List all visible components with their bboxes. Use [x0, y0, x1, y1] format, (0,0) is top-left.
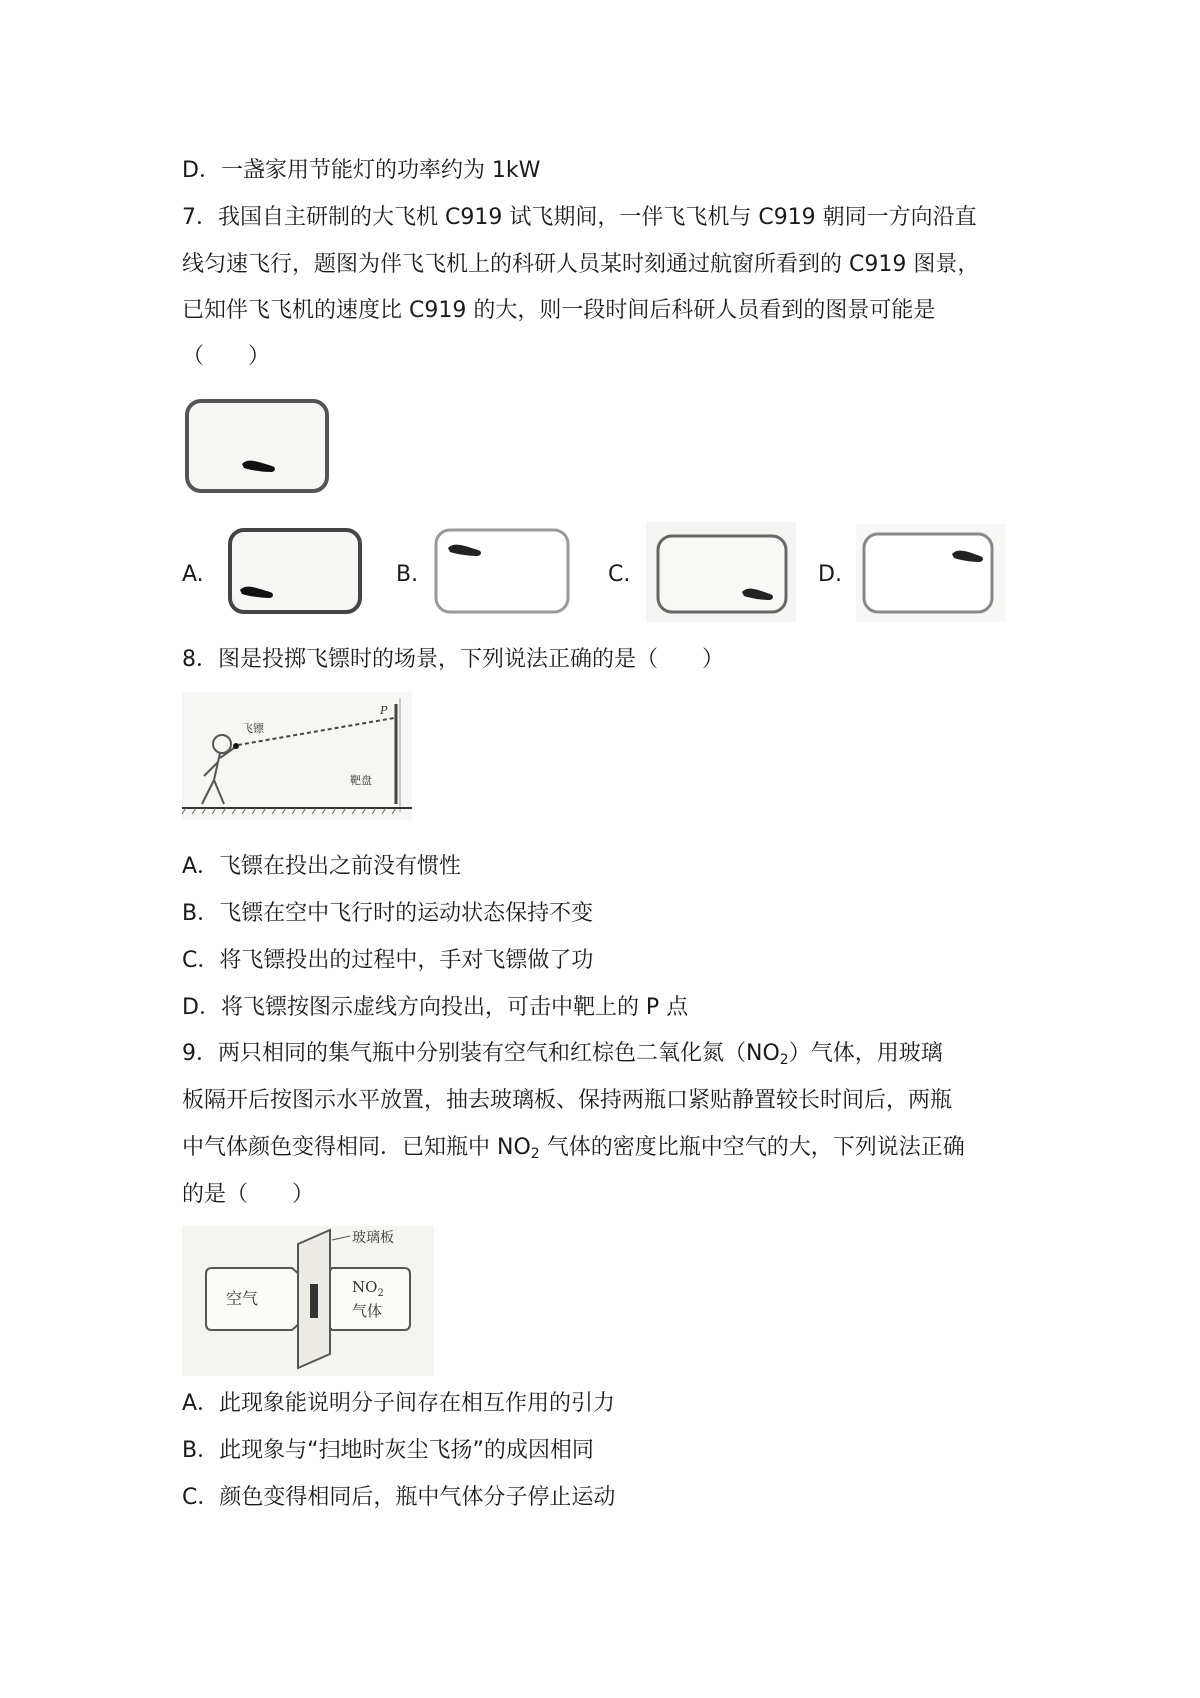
q9-stem-line-4: 的是（ ）: [182, 1182, 315, 1207]
q9-stem-line-1: 9．两只相同的集气瓶中分别装有空气和红棕色二氧化氮$(NO_2)$气体，用玻璃: [182, 1041, 943, 1068]
q8-option-c: C．将飞镖投出的过程中，手对飞镖做了功: [182, 948, 594, 973]
q7-option-c-label: C.: [608, 562, 631, 587]
q7-reference-window-figure: [184, 398, 332, 496]
q7-stem-line-2: 线匀速飞行，题图为伴飞飞机上的科研人员某时刻通过航窗所看到的 C919 图景，: [182, 252, 980, 277]
q7-stem-line-1: 7．我国自主研制的大飞机 C919 试飞期间，一伴飞飞机与 C919 朝同一方向沿直: [182, 205, 977, 230]
q8-option-a: A．飞镖在投出之前没有惯性: [182, 854, 462, 879]
q7-stem-line-4: （ ）: [182, 344, 271, 369]
q8-option-b: B．飞镖在空中飞行时的运动状态保持不变: [182, 901, 594, 926]
q7-option-a-label: A.: [182, 562, 204, 587]
q8-dart-figure: [182, 692, 412, 820]
dart-label: 飞镖: [242, 722, 264, 735]
q7-option-d-label: D.: [818, 562, 842, 587]
q7-option-c-figure: [646, 522, 796, 622]
left-bottle: [206, 1268, 312, 1330]
q7-option-a-figure: [226, 526, 366, 618]
dart-icon: [233, 743, 239, 749]
q7-option-b-figure: [432, 526, 574, 618]
q8-stem: 8．图是投掷飞镖时的场景，下列说法正确的是（ ）: [182, 647, 724, 672]
q7-stem-line-3: 已知伴飞飞机的速度比 C919 的大，则一段时间后科研人员看到的图景可能是: [182, 298, 936, 323]
q9-stem-line-2: 板隔开后按图示水平放置，抽去玻璃板、保持两瓶口紧贴静置较长时间后，两瓶: [182, 1088, 953, 1113]
q9-option-b: B．此现象与“扫地时灰尘飞扬”的成因相同: [182, 1438, 594, 1463]
air-label: 空气: [226, 1289, 259, 1308]
no2-label: $NO_2$: [352, 1278, 384, 1299]
q9-stem-line-3: 中气体颜色变得相同．已知瓶中 $NO_2$ 气体的密度比瓶中空气的大，下列说法正确: [182, 1135, 965, 1162]
gas-label: 气体: [352, 1302, 383, 1320]
q7-option-b-label: B.: [396, 562, 419, 587]
point-p-label: P: [380, 704, 388, 717]
q9-gas-bottles-figure: [182, 1226, 434, 1376]
glass-plate-label: 玻璃板: [352, 1230, 394, 1246]
q6-option-d: D．一盏家用节能灯的功率约为 1kW: [182, 158, 541, 183]
target-label: 靶盘: [350, 774, 372, 787]
q8-option-d: D．将飞镖按图示虚线方向投出，可击中靶上的 P 点: [182, 995, 689, 1020]
q9-option-c: C．颜色变得相同后，瓶中气体分子停止运动: [182, 1485, 616, 1510]
q7-option-d-figure: [856, 524, 1006, 622]
q9-option-a: A．此现象能说明分子间存在相互作用的引力: [182, 1391, 616, 1416]
